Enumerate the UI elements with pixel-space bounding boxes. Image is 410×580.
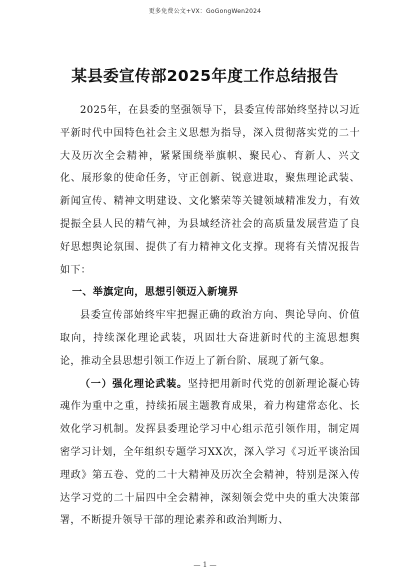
header-note: 更多免费公文+VX：GoGongWen2024 xyxy=(148,8,262,15)
section-heading-1: 一、举旗定向，思想引领迈入新境界 xyxy=(72,287,239,299)
section-1-paragraph: 县委宣传部始终牢牢把握正确的政治方向、舆论导向、价值取向，持续深化理论武装，巩固壮大奋进新时代的主流思想舆论，推动全县思想引领工作迈上了新台阶、展现了新气象。 xyxy=(60,310,360,367)
subsection-1-paragraph xyxy=(60,374,360,534)
page-number: — 1 — xyxy=(193,561,217,569)
document-title: 某县委宣传部2025年度工作总结报告 xyxy=(71,67,339,85)
intro-paragraph: 2025年，在县委的坚强领导下，县委宣传部始终坚持以习近平新时代中国特色社会主义思想为指导，深入贯彻落实党的二十大及历次全会精神，紧紧围绕举旗帜、聚民心、育新人、兴文化、展形象的使命任务，守正创新、锐意进取，聚焦理论武装、新闻宣传、精神文明建设、文化繁荣等关键领域精准发力，有效提振全县人民的精气神，为县域经济社会的高质量发展营造了良好思想舆论氛围、提供了有力精神文化支撑。现将有关情况报告如下： xyxy=(60,105,360,276)
subsection-heading-1: （一）强化理论武装。 xyxy=(80,378,188,390)
document-body xyxy=(60,100,360,533)
subsection-1-text: 坚持把用新时代党的创新理论凝心铸魂作为重中之重，持续拓展主题教育成果，着力构建常态化、长效化学习机制。发挥县委理论学习中心组示范引领作用，制定周密学习计划，全年组织专题学习XX次，深入学习《习近平谈治国理政》第五卷、党的二十大精神及历次全会精神，特别是深入传达学习党的二十届四中全会精神，深刻领会党中央的重大决策部署，不断提升领导干部的理论素养和政治判断力、 xyxy=(60,378,360,527)
